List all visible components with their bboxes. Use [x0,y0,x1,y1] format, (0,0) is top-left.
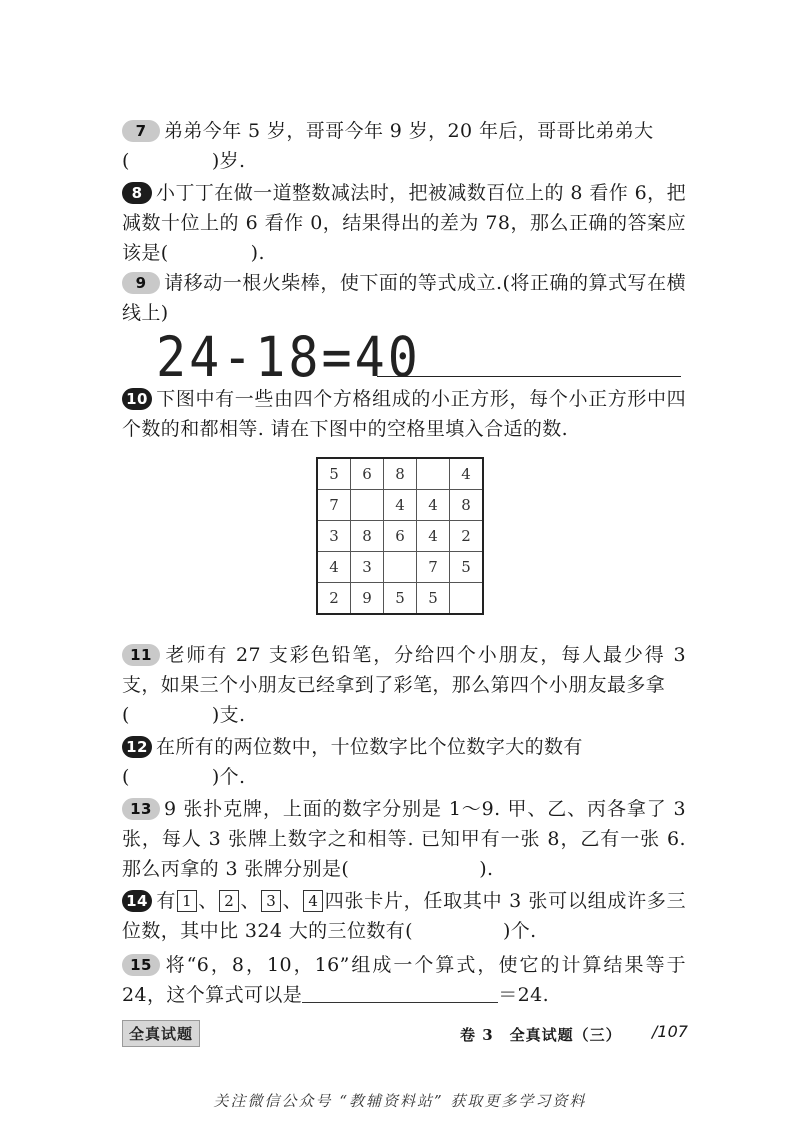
question-text: 小丁丁在做一道整数减法时，把被减数百位上的 8 看作 6，把减数十位上的 6 看作 0，结果得出的差为 78，那么正确的答案应该是( [122,182,686,264]
question-7 [122,116,686,176]
grid-cell: 8 [351,521,384,552]
footer-title: 卷 3 全真试题（三） [460,1026,622,1044]
grid-cell: 8 [450,490,484,521]
answer-open: ( [122,704,130,726]
answer-line[interactable] [302,982,498,1003]
grid-cell-blank[interactable] [450,583,484,615]
grid-cell: 8 [384,458,417,490]
matchstick-equation: 24-18=40 [156,325,421,390]
question-number-badge: 7 [122,120,160,142]
card-1: 1 [177,890,197,912]
question-15 [122,950,686,1010]
separator: 、 [198,890,219,912]
page-number: /107 [652,1022,688,1041]
question-text: 四张卡片，任取其中 3 张可以组成许多三位数，其中比 324 大的三位数有( [122,890,687,942]
question-tail: ＝24. [498,984,550,1006]
grid-row [317,552,483,583]
answer-close: )岁. [211,150,246,172]
question-10 [122,384,686,444]
grid-cell: 4 [450,458,484,490]
grid-cell: 9 [351,583,384,615]
card-3: 3 [261,890,281,912]
grid-cell: 4 [317,552,351,583]
grid-row [317,583,483,615]
grid-row [317,521,483,552]
question-lead: 有 [156,890,177,912]
question-text: 老师有 27 支彩色铅笔，分给四个小朋友，每人最少得 3 支，如果三个小朋友已经拿到了彩笔，那么第四个小朋友最多拿 [122,644,686,696]
answer-close: )个. [502,920,537,942]
answer-line[interactable] [377,376,681,377]
watermark: 关注微信公众号 “教辅资料站” 获取更多学习资料 [213,1092,587,1110]
grid-cell: 6 [351,458,384,490]
grid-cell: 2 [450,521,484,552]
grid-cell: 7 [417,552,450,583]
question-text: 下图中有一些由四个方格组成的小正方形，每个小正方形中四个数的和都相等. 请在下图中的空格里填入合适的数. [122,388,686,440]
question-9 [122,268,686,328]
answer-open: ( [122,766,130,788]
question-8 [122,178,686,268]
grid-cell: 5 [450,552,484,583]
separator: 、 [240,890,261,912]
grid-cell-blank[interactable] [384,552,417,583]
question-number-badge: 11 [122,644,160,666]
number-grid [316,457,484,615]
grid-cell: 5 [317,458,351,490]
footer-tag: 全真试题 [122,1020,200,1047]
answer-close: )支. [211,704,246,726]
question-number-badge: 9 [122,272,160,294]
grid-cell: 2 [317,583,351,615]
question-number-badge: 8 [122,182,152,204]
card-4: 4 [303,890,323,912]
answer-close: ). [479,858,494,880]
grid-cell: 3 [351,552,384,583]
question-text: 在所有的两位数中，十位数字比个位数字大的数有 [156,736,583,758]
grid-cell: 6 [384,521,417,552]
grid-cell-blank[interactable] [417,458,450,490]
grid-row [317,490,483,521]
answer-open: ( [122,150,130,172]
grid-row [317,458,483,490]
question-number-badge: 12 [122,736,152,758]
separator: 、 [282,890,303,912]
question-text: 9 张扑克牌，上面的数字分别是 1～9. 甲、乙、丙各拿了 3 张，每人 3 张牌上数字之和相等. 已知甲有一张 8，乙有一张 6. 那么丙拿的 3 张牌分别是( [122,798,686,880]
grid-cell: 3 [317,521,351,552]
grid-cell: 7 [317,490,351,521]
answer-close: )个. [211,766,246,788]
answer-close: ). [250,242,265,264]
card-2: 2 [219,890,239,912]
question-number-badge: 14 [122,890,152,912]
question-text: 请移动一根火柴棒，使下面的等式成立.(将正确的算式写在横线上) [122,272,686,324]
question-number-badge: 10 [122,388,152,410]
question-14 [122,886,686,946]
grid-cell: 4 [417,490,450,521]
question-13 [122,794,686,884]
question-text: 弟弟今年 5 岁，哥哥今年 9 岁，20 年后，哥哥比弟弟大 [164,120,654,142]
question-12 [122,732,686,792]
grid-cell: 5 [417,583,450,615]
grid-cell: 4 [384,490,417,521]
grid-cell-blank[interactable] [351,490,384,521]
question-11 [122,640,686,730]
question-text: 将“6，8，10，16”组成一个算式，使它的计算结果等于 24，这个算式可以是 [122,954,686,1006]
grid-cell: 4 [417,521,450,552]
question-number-badge: 13 [122,798,160,820]
question-number-badge: 15 [122,954,160,976]
grid-cell: 5 [384,583,417,615]
